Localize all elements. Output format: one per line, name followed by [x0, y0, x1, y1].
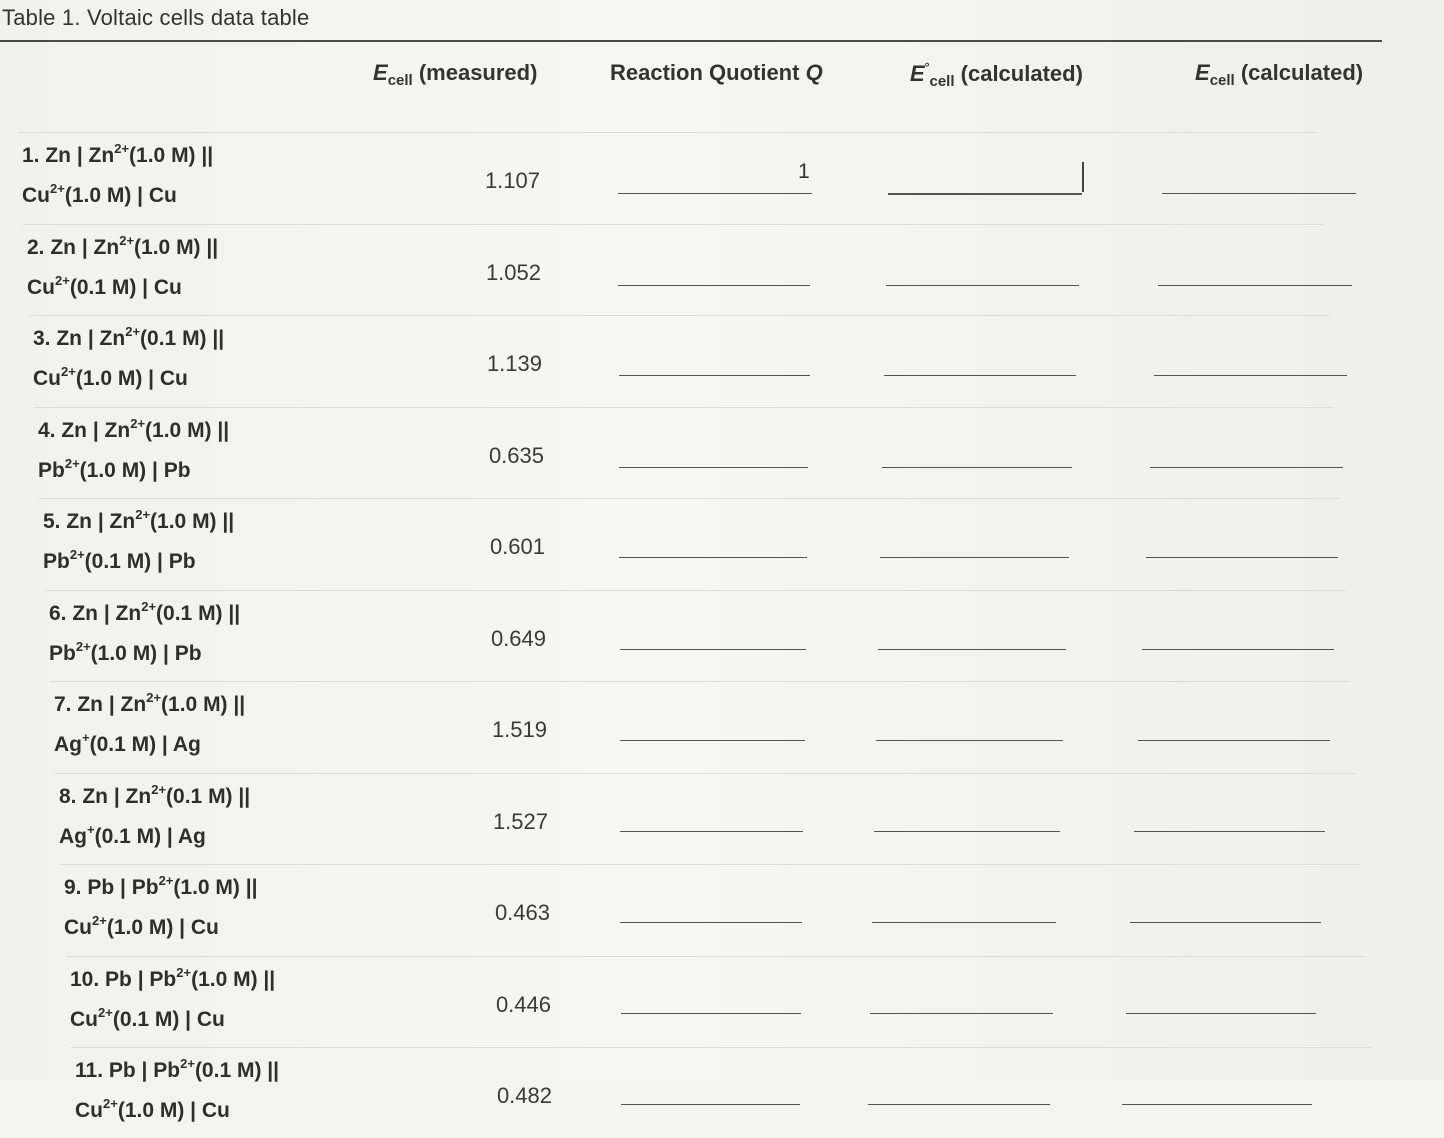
- cathode-text: Pb: [49, 642, 76, 665]
- anode-text: Pb | Pb: [108, 1059, 181, 1082]
- table-row: [0, 407, 1444, 497]
- header-text: (measured): [412, 60, 538, 85]
- cathode-text: Pb: [43, 550, 70, 573]
- anode-charge: 2+: [130, 416, 146, 431]
- row-number: 5.: [43, 510, 61, 533]
- anode-text: Pb | Pb: [105, 968, 177, 991]
- reaction-quotient-field[interactable]: [620, 922, 802, 923]
- anode-charge: 2+: [151, 782, 167, 797]
- reaction-quotient-field[interactable]: [619, 467, 808, 468]
- table-row: [0, 956, 1444, 1046]
- ecell-calculated-field[interactable]: [1146, 557, 1338, 558]
- anode-text: Zn | Zn: [82, 785, 152, 808]
- anode-conc: (0.1 M) ||: [156, 602, 241, 625]
- anode-charge: 2+: [114, 141, 130, 156]
- reaction-quotient-field[interactable]: [620, 740, 805, 741]
- standard-ecell-field[interactable]: [868, 1104, 1050, 1105]
- cathode-text: Cu: [27, 276, 55, 299]
- anode-text: Pb | Pb: [87, 876, 159, 899]
- table-row: [0, 224, 1444, 314]
- standard-ecell-field[interactable]: [882, 467, 1072, 468]
- cell-notation: [64, 864, 258, 944]
- standard-ecell-field[interactable]: [886, 285, 1079, 286]
- ecell-calculated-field[interactable]: [1150, 467, 1343, 468]
- header-degree: °: [924, 60, 930, 74]
- table-title: Table 1. Voltaic cells data table: [2, 5, 310, 30]
- header-subscript: cell: [387, 72, 413, 89]
- header-standard-ecell-calculated: [910, 60, 1083, 90]
- cathode-text: Cu: [70, 1008, 98, 1031]
- standard-ecell-field[interactable]: [884, 375, 1076, 376]
- cathode-conc: (1.0 M) | Cu: [75, 367, 188, 390]
- row-number: 10.: [70, 968, 100, 991]
- anode-text: Zn | Zn: [45, 144, 115, 167]
- cathode-conc: (0.1 M) | Cu: [69, 276, 182, 299]
- cathode-text: Ag: [54, 733, 82, 756]
- reaction-quotient-field[interactable]: [621, 1013, 801, 1014]
- cathode-text: Cu: [75, 1099, 103, 1122]
- cathode-conc: (1.0 M) | Cu: [106, 916, 219, 939]
- anode-charge: 2+: [125, 324, 141, 339]
- reaction-quotient-field[interactable]: [621, 1104, 800, 1105]
- ecell-calculated-field[interactable]: [1162, 193, 1356, 194]
- row-number: 8.: [59, 785, 77, 808]
- cathode-charge: 2+: [50, 181, 65, 196]
- standard-ecell-field[interactable]: [878, 649, 1066, 650]
- anode-charge: 2+: [158, 873, 174, 888]
- table-row: [0, 498, 1444, 588]
- anode-conc: (0.1 M) ||: [140, 327, 225, 350]
- anode-conc: (0.1 M) ||: [166, 785, 251, 808]
- row-number: 7.: [54, 693, 72, 716]
- cathode-text: Cu: [64, 916, 92, 939]
- cathode-conc: (1.0 M) | Cu: [64, 184, 177, 207]
- cathode-charge: 2+: [98, 1005, 113, 1020]
- anode-text: Zn | Zn: [72, 602, 142, 625]
- cathode-charge: 2+: [75, 639, 91, 654]
- header-ecell-measured: [373, 60, 537, 89]
- ecell-calculated-field[interactable]: [1158, 285, 1352, 286]
- header-symbol: E: [373, 60, 388, 85]
- table-row: [0, 590, 1444, 680]
- anode-conc: (1.0 M) ||: [134, 236, 219, 259]
- cathode-text: Ag: [59, 825, 87, 848]
- anode-text: Zn | Zn: [56, 327, 126, 350]
- row-number: 3.: [33, 327, 51, 350]
- row-number: 1.: [22, 144, 40, 167]
- row-number: 4.: [38, 419, 56, 442]
- header-subscript: cell: [929, 73, 955, 90]
- standard-ecell-field[interactable]: [872, 922, 1056, 923]
- anode-charge: 2+: [119, 233, 135, 248]
- cell-notation: [33, 315, 224, 395]
- header-text: (calculated): [1234, 60, 1364, 85]
- cathode-text: Pb: [38, 459, 65, 482]
- cell-notation: [75, 1047, 279, 1127]
- cell-notation: [59, 773, 250, 853]
- anode-conc: (1.0 M) ||: [150, 510, 235, 533]
- cell-notation: [54, 681, 245, 761]
- cathode-charge: 2+: [92, 913, 107, 928]
- cell-notation: [49, 590, 240, 670]
- cathode-conc: (0.1 M) | Pb: [84, 550, 196, 573]
- cathode-charge: 2+: [55, 273, 70, 288]
- ecell-calculated-field[interactable]: [1138, 740, 1330, 741]
- row-number: 2.: [27, 236, 45, 259]
- header-text: (calculated): [954, 61, 1083, 86]
- cell-notation: [43, 498, 234, 578]
- ecell-calculated-field[interactable]: [1142, 649, 1334, 650]
- cathode-conc: (0.1 M) | Cu: [112, 1008, 225, 1031]
- measured-ecell-value: 0.482: [496, 1083, 552, 1108]
- measured-ecell-value: 0.463: [494, 900, 550, 925]
- measured-ecell-value: 1.107: [484, 168, 540, 193]
- cathode-charge: +: [87, 822, 95, 837]
- measured-ecell-value: 1.527: [492, 809, 548, 834]
- measured-ecell-value: 0.649: [490, 626, 546, 651]
- cathode-conc: (0.1 M) | Ag: [89, 733, 201, 756]
- anode-charge: 2+: [141, 599, 157, 614]
- cathode-charge: 2+: [103, 1096, 118, 1111]
- reaction-quotient-field[interactable]: [619, 375, 810, 376]
- reaction-quotient-field[interactable]: [620, 649, 806, 650]
- cathode-conc: (1.0 M) | Pb: [79, 459, 191, 482]
- cathode-charge: +: [82, 730, 90, 745]
- anode-conc: (1.0 M) ||: [145, 419, 230, 442]
- cathode-charge: 2+: [69, 547, 85, 562]
- anode-text: Zn | Zn: [66, 510, 136, 533]
- cell-notation: [38, 407, 229, 487]
- ecell-calculated-field[interactable]: [1122, 1104, 1312, 1105]
- anode-charge: 2+: [135, 507, 151, 522]
- row-number: 9.: [64, 876, 82, 899]
- anode-text: Zn | Zn: [50, 236, 120, 259]
- cathode-charge: 2+: [61, 364, 76, 379]
- header-subscript: cell: [1209, 72, 1235, 89]
- table-row: [0, 773, 1444, 863]
- header-text: Reaction Quotient: [610, 60, 806, 85]
- reaction-quotient-value: 1: [798, 160, 810, 183]
- reaction-quotient-field[interactable]: [619, 557, 807, 558]
- reaction-quotient-field[interactable]: [618, 285, 810, 286]
- cell-notation: [22, 132, 213, 212]
- cell-notation: [70, 956, 275, 1036]
- standard-ecell-field[interactable]: [876, 740, 1063, 741]
- anode-conc: (1.0 M) ||: [191, 968, 276, 991]
- header-symbol: Q: [805, 60, 823, 85]
- standard-ecell-field[interactable]: [870, 1013, 1053, 1014]
- measured-ecell-value: 0.446: [495, 992, 551, 1017]
- cathode-text: Cu: [22, 184, 50, 207]
- text-cursor: [1082, 162, 1084, 192]
- standard-ecell-field[interactable]: [880, 557, 1069, 558]
- reaction-quotient-field[interactable]: [618, 193, 812, 194]
- table-row: [0, 132, 1444, 222]
- ecell-calculated-field[interactable]: [1126, 1013, 1316, 1014]
- table-row: [0, 1047, 1444, 1137]
- standard-ecell-field[interactable]: [888, 193, 1082, 195]
- anode-charge: 2+: [180, 1056, 195, 1071]
- measured-ecell-value: 0.601: [489, 534, 545, 559]
- header-ecell-calculated: [1195, 60, 1363, 89]
- measured-ecell-value: 0.635: [488, 443, 544, 468]
- anode-conc: (1.0 M) ||: [173, 876, 258, 899]
- anode-charge: 2+: [146, 690, 162, 705]
- title-rule: [0, 40, 1382, 42]
- header-symbol: E: [910, 61, 925, 86]
- cell-notation: [27, 224, 218, 304]
- reaction-quotient-field[interactable]: [620, 831, 803, 832]
- anode-conc: (0.1 M) ||: [194, 1059, 280, 1082]
- anode-conc: (1.0 M) ||: [161, 693, 246, 716]
- row-number: 6.: [49, 602, 67, 625]
- header-reaction-quotient: [610, 60, 823, 86]
- ecell-calculated-field[interactable]: [1154, 375, 1347, 376]
- cathode-conc: (1.0 M) | Pb: [90, 642, 202, 665]
- anode-text: Zn | Zn: [77, 693, 147, 716]
- measured-ecell-value: 1.052: [485, 260, 541, 285]
- anode-conc: (1.0 M) ||: [129, 144, 214, 167]
- cathode-conc: (1.0 M) | Cu: [117, 1099, 230, 1122]
- anode-text: Zn | Zn: [61, 419, 131, 442]
- measured-ecell-value: 1.519: [491, 717, 547, 742]
- row-number: 11.: [75, 1059, 104, 1082]
- cathode-text: Cu: [33, 367, 61, 390]
- ecell-calculated-field[interactable]: [1130, 922, 1321, 923]
- table-row: [0, 315, 1444, 405]
- cathode-conc: (0.1 M) | Ag: [94, 825, 206, 848]
- ecell-calculated-field[interactable]: [1134, 831, 1325, 832]
- header-symbol: E: [1195, 60, 1210, 85]
- standard-ecell-field[interactable]: [874, 831, 1060, 832]
- cathode-charge: 2+: [64, 456, 80, 471]
- measured-ecell-value: 1.139: [486, 351, 542, 376]
- table-row: [0, 681, 1444, 771]
- anode-charge: 2+: [176, 965, 192, 980]
- table-row: [0, 864, 1444, 954]
